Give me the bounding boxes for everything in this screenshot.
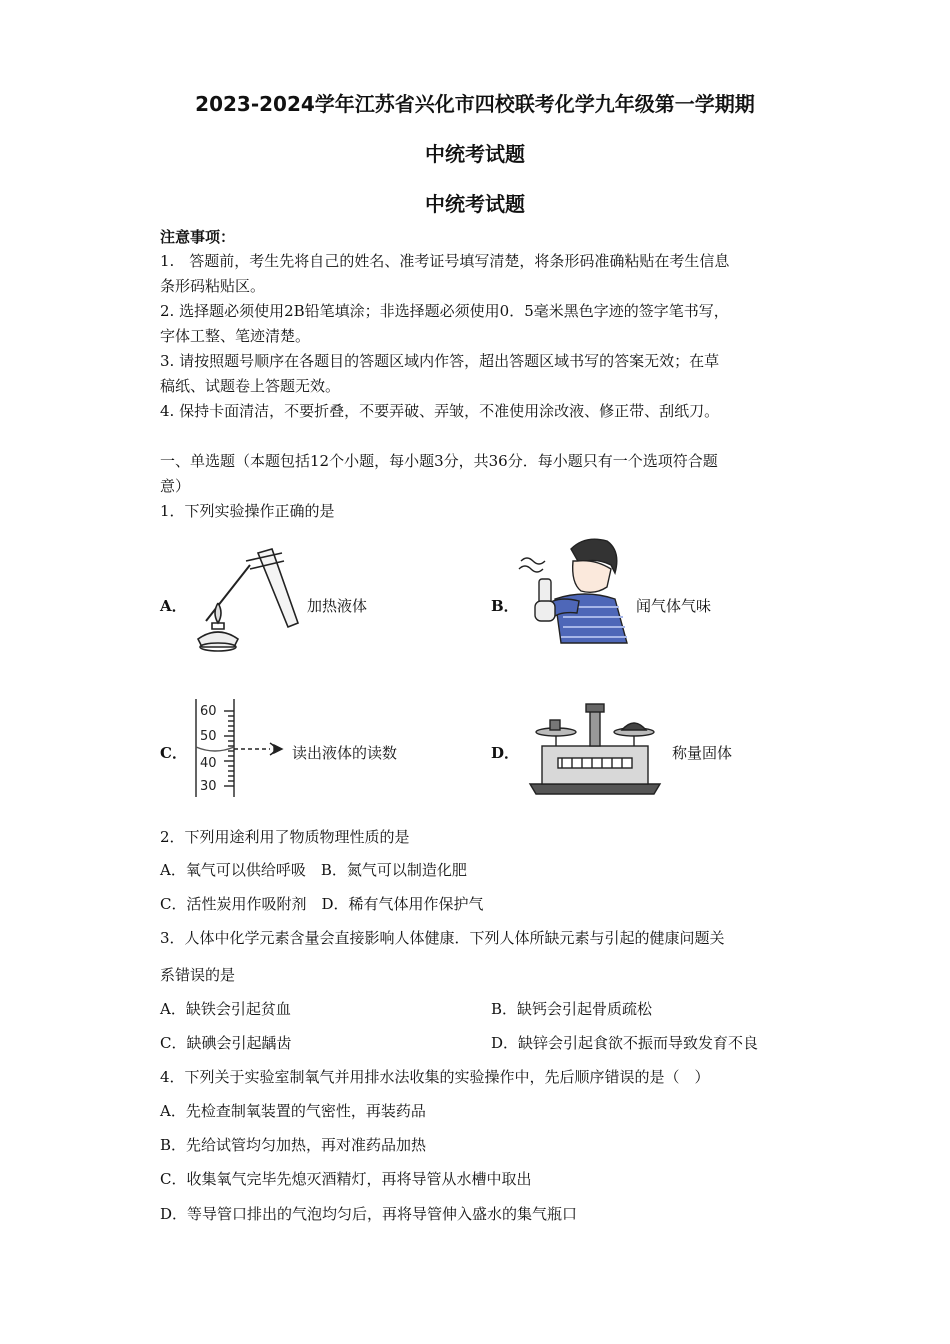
q4-option-d: D．等导管口排出的气泡均匀后，再将导管伸入盛水的集气瓶口 xyxy=(160,1205,578,1223)
notice-item2-line1: 2. 选择题必须使用2B铅笔填涂；非选择题必须使用0．5毫米黑色字迹的签字笔书写， xyxy=(160,302,729,320)
q1-stem: 1．下列实验操作正确的是 xyxy=(160,502,335,520)
q1-option-a-text: 加热液体 xyxy=(307,597,368,615)
q4-option-b: B．先给试管均匀加热，再对准药品加热 xyxy=(160,1136,427,1154)
notice-item3-line2: 稿纸、试题卷上答题无效。 xyxy=(160,377,341,395)
q1-option-b-letter: B． xyxy=(491,597,519,615)
graduated-cylinder-figure xyxy=(190,697,290,799)
cylinder-tick-40: 40 xyxy=(200,756,217,771)
q4-option-a: A．先检查制氧装置的气密性，再装药品 xyxy=(160,1102,426,1120)
section1-heading-line2: 意） xyxy=(160,477,191,495)
q2-options-cd: C．活性炭用作吸附剂 D．稀有气体用作保护气 xyxy=(160,895,484,913)
notice-item3-line1: 3. 请按照题号顺序在各题目的答题区域内作答，超出答题区域书写的答案无效；在草 xyxy=(160,352,720,370)
notice-item1-line2: 条形码粘贴区。 xyxy=(160,277,266,295)
q4-stem: 4．下列关于实验室制氧气并用排水法收集的实验操作中，先后顺序错误的是（ ） xyxy=(160,1068,710,1086)
notice-item2-line2: 字体工整、笔迹清楚。 xyxy=(160,327,311,345)
page-title-line3: 中统考试题 xyxy=(425,192,525,216)
section1-heading-line1: 一、单选题（本题包括12个小题，每小题3分，共36分．每小题只有一个选项符合题 xyxy=(160,452,718,470)
notice-heading: 注意事项： xyxy=(160,228,236,246)
cylinder-tick-50: 50 xyxy=(200,729,217,744)
cylinder-tick-30: 30 xyxy=(200,779,217,794)
q1-option-c-letter: C． xyxy=(160,744,187,762)
page-title-line1: 2023-2024学年江苏省兴化市四校联考化学九年级第一学期期 xyxy=(195,92,755,116)
page-title-line2: 中统考试题 xyxy=(425,142,525,166)
q4-option-c: C．收集氧气完毕先熄灭酒精灯，再将导管从水槽中取出 xyxy=(160,1170,532,1188)
q1-option-c-text: 读出液体的读数 xyxy=(292,744,398,762)
q1-option-a-letter: A． xyxy=(160,597,187,615)
q3-option-c: C．缺碘会引起龋齿 xyxy=(160,1034,292,1052)
q3-option-a: A．缺铁会引起贫血 xyxy=(160,1000,291,1018)
q1-option-b-text: 闻气体气味 xyxy=(636,597,712,615)
notice-item4: 4. 保持卡面清洁，不要折叠，不要弄破、弄皱，不准使用涂改液、修正带、刮纸刀。 xyxy=(160,402,720,420)
q1-option-d-letter: D． xyxy=(491,744,520,762)
q2-options-ab: A．氧气可以供给呼吸 B．氮气可以制造化肥 xyxy=(160,861,467,879)
q1-option-d-text: 称量固体 xyxy=(672,744,733,762)
balance-scale-figure xyxy=(522,702,667,797)
heating-liquid-figure xyxy=(190,543,305,653)
q2-stem: 2．下列用途利用了物质物理性质的是 xyxy=(160,828,410,846)
q3-option-b: B．缺钙会引起骨质疏松 xyxy=(491,1000,653,1018)
q3-stem-line2: 系错误的是 xyxy=(160,966,236,984)
cylinder-tick-60: 60 xyxy=(200,704,217,719)
notice-item1-line1: 1. 答题前，考生先将自己的姓名、准考证号填写清楚，将条形码准确粘贴在考生信息 xyxy=(160,252,730,270)
smelling-gas-figure xyxy=(515,535,633,650)
q3-option-d: D．缺锌会引起食欲不振而导致发育不良 xyxy=(491,1034,759,1052)
q3-stem-line1: 3．人体中化学元素含量会直接影响人体健康．下列人体所缺元素与引起的健康问题关 xyxy=(160,929,725,947)
